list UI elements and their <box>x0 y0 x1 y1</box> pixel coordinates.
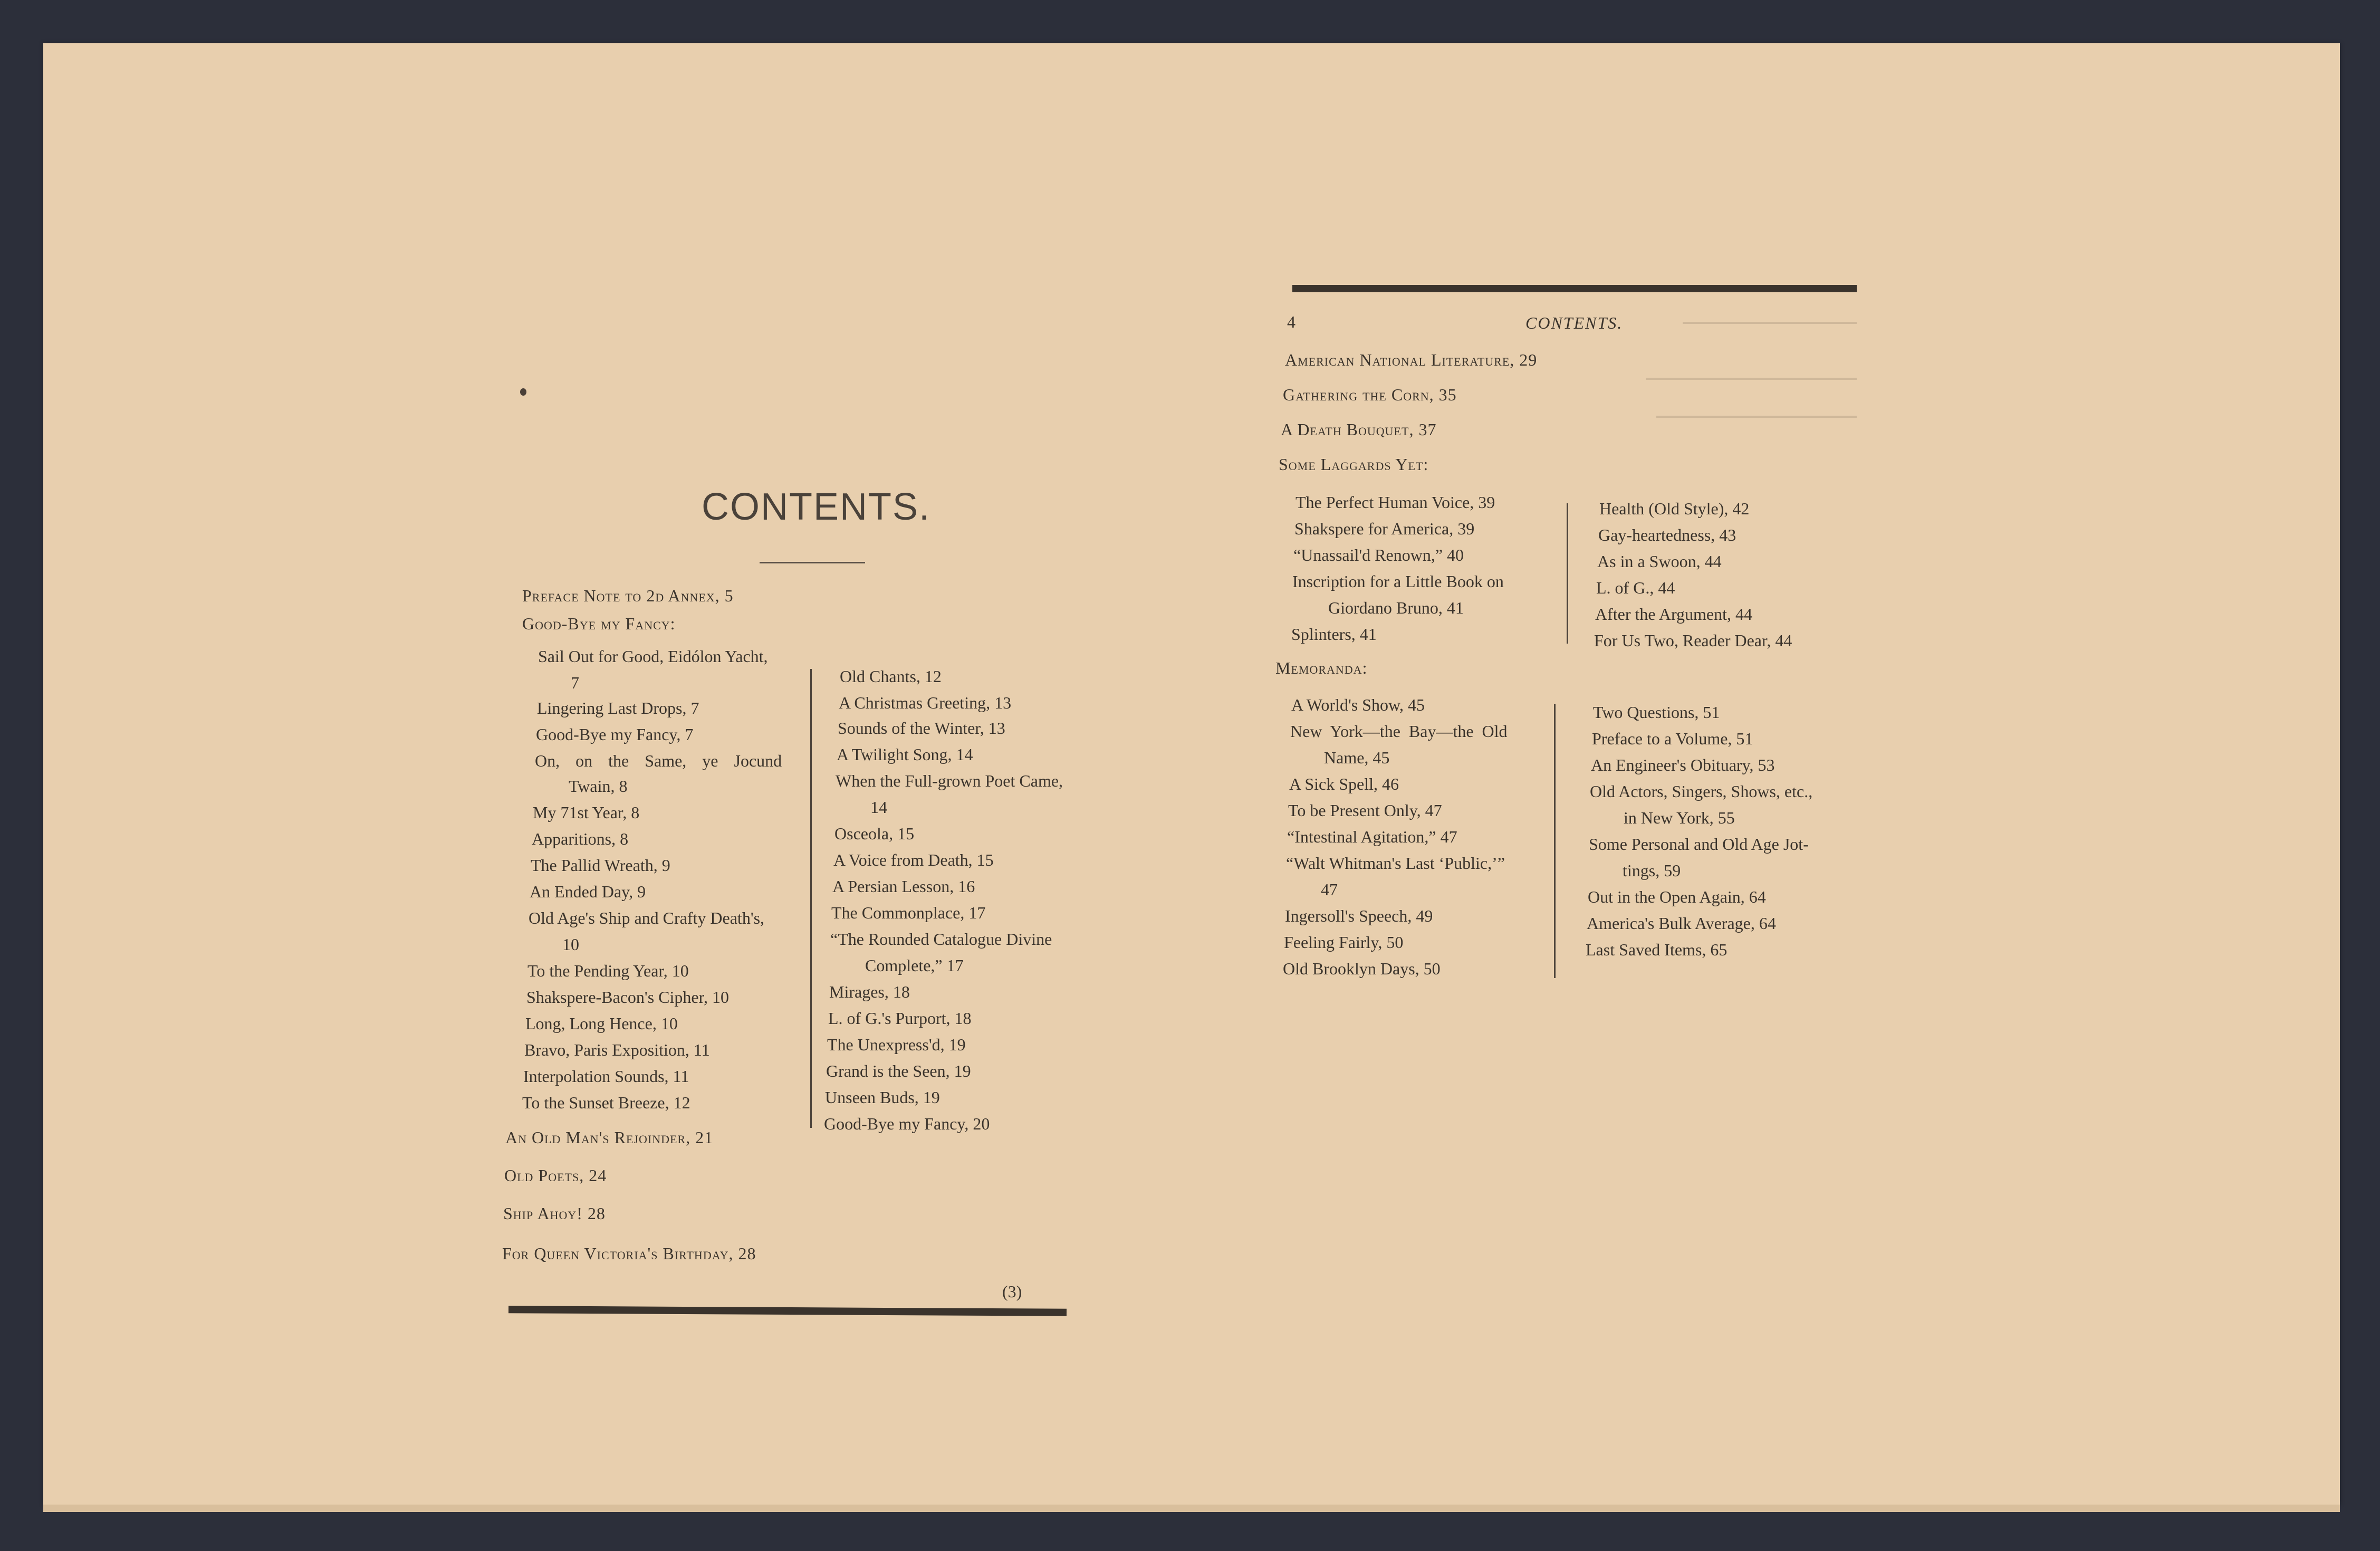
list-item: Bravo, Paris Exposition, 11 <box>524 1040 710 1059</box>
column-divider <box>810 669 812 1128</box>
list-item: Sail Out for Good, Eidólon Yacht, <box>538 647 768 666</box>
list-item: To the Pending Year, 10 <box>527 961 689 980</box>
column-divider <box>1554 704 1556 978</box>
list-item: After the Argument, 44 <box>1595 605 1753 624</box>
list-item: in New York, 55 <box>1624 808 1735 827</box>
list-item: Old Brooklyn Days, 50 <box>1283 959 1441 978</box>
list-item: Feeling Fairly, 50 <box>1284 933 1404 952</box>
list-item: 47 <box>1321 880 1338 899</box>
list-item: tings, 59 <box>1623 861 1681 880</box>
list-item: Old Age's Ship and Crafty Death's, <box>529 908 765 927</box>
sheet-edge <box>43 1505 2340 1512</box>
section-heading: Some Laggards Yet: <box>1279 455 1429 474</box>
list-item: The Commonplace, 17 <box>831 903 986 922</box>
list-item: Interpolation Sounds, 11 <box>523 1067 689 1086</box>
page-number: 4 <box>1287 312 1295 331</box>
list-item: L. of G., 44 <box>1596 578 1675 597</box>
list-item: “Intestinal Agitation,” 47 <box>1287 827 1457 846</box>
list-item: As in a Swoon, 44 <box>1597 552 1722 571</box>
list-item: Name, 45 <box>1324 748 1390 767</box>
torn-edge-artifact <box>1646 378 1857 380</box>
list-item: A World's Show, 45 <box>1291 695 1425 714</box>
section-heading: Ship Ahoy! 28 <box>503 1204 606 1223</box>
list-item: A Twilight Song, 14 <box>837 745 973 764</box>
list-item: A Christmas Greeting, 13 <box>839 693 1012 712</box>
list-item: My 71st Year, 8 <box>533 803 640 822</box>
page-title: CONTENTS. <box>702 486 931 528</box>
section-heading: American National Literature, 29 <box>1285 350 1538 369</box>
list-item: Long, Long Hence, 10 <box>525 1014 678 1033</box>
list-item: Lingering Last Drops, 7 <box>537 698 699 717</box>
list-item: New York—the Bay—the Old <box>1290 722 1508 741</box>
list-item: Osceola, 15 <box>834 824 915 843</box>
list-item: Shakspere for America, 39 <box>1294 519 1475 538</box>
list-item: A Sick Spell, 46 <box>1289 774 1399 793</box>
list-item: Shakspere-Bacon's Cipher, 10 <box>526 988 729 1007</box>
title-rule <box>760 562 865 563</box>
list-item: The Pallid Wreath, 9 <box>531 856 670 875</box>
list-item: Inscription for a Little Book on <box>1292 572 1504 591</box>
list-item: Old Actors, Singers, Shows, etc., <box>1590 782 1813 801</box>
list-item: To the Sunset Breeze, 12 <box>522 1093 690 1112</box>
list-item: Good-Bye my Fancy, 7 <box>536 725 694 744</box>
section-heading: An Old Man's Rejoinder, 21 <box>505 1128 714 1147</box>
page-number: (3) <box>1002 1282 1022 1301</box>
list-item: When the Full-grown Poet Came, <box>836 771 1063 790</box>
paper-sheet <box>43 43 2340 1505</box>
list-item: Two Questions, 51 <box>1593 703 1720 722</box>
list-item: 14 <box>870 798 887 817</box>
list-item: For Us Two, Reader Dear, 44 <box>1594 631 1792 650</box>
list-item: “Walt Whitman's Last ‘Public,’” <box>1286 854 1505 873</box>
list-item: Apparitions, 8 <box>532 829 629 848</box>
running-head: CONTENTS. <box>1525 313 1623 332</box>
list-item: America's Bulk Average, 64 <box>1587 914 1776 933</box>
list-item: Health (Old Style), 42 <box>1599 499 1750 518</box>
list-item: Good-Bye my Fancy, 20 <box>824 1114 990 1133</box>
section-heading: A Death Bouquet, 37 <box>1281 420 1437 439</box>
section-heading: Gathering the Corn, 35 <box>1283 385 1457 404</box>
list-item: Last Saved Items, 65 <box>1586 940 1728 959</box>
list-item: Twain, 8 <box>569 777 628 796</box>
list-item: 10 <box>562 935 579 954</box>
list-item: A Persian Lesson, 16 <box>832 877 975 896</box>
printed-rule <box>1292 285 1857 292</box>
list-item: Unseen Buds, 19 <box>825 1088 940 1107</box>
section-heading: Memoranda: <box>1275 658 1368 677</box>
list-item: The Perfect Human Voice, 39 <box>1295 493 1495 512</box>
left-page <box>454 475 1097 1345</box>
list-item: Splinters, 41 <box>1291 625 1377 644</box>
section-heading: Old Poets, 24 <box>504 1166 607 1185</box>
list-item: Old Chants, 12 <box>840 667 942 686</box>
list-item: Sounds of the Winter, 13 <box>838 719 1005 738</box>
torn-edge-artifact <box>1683 322 1857 324</box>
list-item: Ingersoll's Speech, 49 <box>1285 906 1433 925</box>
list-item: Giordano Bruno, 41 <box>1328 598 1464 617</box>
list-item: “The Rounded Catalogue Divine <box>830 930 1052 949</box>
list-item: Preface to a Volume, 51 <box>1592 729 1753 748</box>
list-item: Mirages, 18 <box>829 982 910 1001</box>
list-item: Grand is the Seen, 19 <box>826 1061 971 1080</box>
column-divider <box>1567 503 1568 644</box>
list-item: A Voice from Death, 15 <box>833 850 994 869</box>
list-item: The Unexpress'd, 19 <box>827 1035 966 1054</box>
right-page <box>1224 274 1867 1066</box>
list-item: Some Personal and Old Age Jot- <box>1589 835 1809 854</box>
list-item: Out in the Open Again, 64 <box>1588 887 1766 906</box>
printed-rule <box>508 1306 1067 1316</box>
list-item: On, on the Same, ye Jocund <box>535 751 782 770</box>
torn-edge-artifact <box>1656 416 1857 418</box>
list-item: “Unassail'd Renown,” 40 <box>1293 545 1464 564</box>
section-heading: Preface Note to 2d Annex, 5 <box>522 586 734 605</box>
list-item: L. of G.'s Purport, 18 <box>828 1009 972 1028</box>
list-item: Gay-heartedness, 43 <box>1598 525 1736 544</box>
list-item: An Ended Day, 9 <box>530 882 646 901</box>
section-heading: For Queen Victoria's Birthday, 28 <box>502 1244 756 1263</box>
list-item: 7 <box>571 673 579 692</box>
ink-speck <box>520 388 526 396</box>
show-through-ghost <box>533 295 556 386</box>
section-heading: Good-Bye my Fancy: <box>522 614 676 633</box>
list-item: Complete,” 17 <box>865 956 964 975</box>
list-item: To be Present Only, 47 <box>1288 801 1442 820</box>
list-item: An Engineer's Obituary, 53 <box>1591 755 1775 774</box>
